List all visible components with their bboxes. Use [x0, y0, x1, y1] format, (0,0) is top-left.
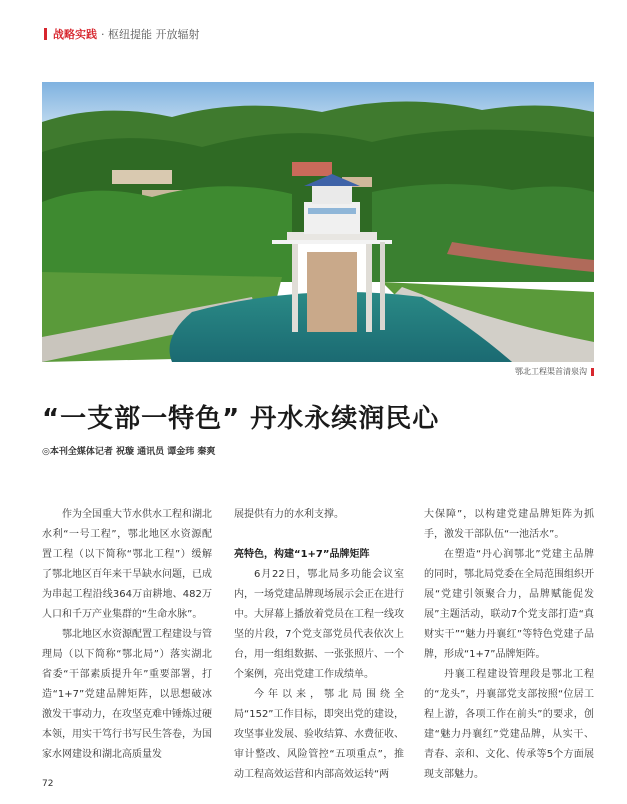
- section-marker: [44, 28, 47, 40]
- photo-caption: [515, 366, 594, 377]
- paragraph: 在塑造“丹心润鄂北”党建主品牌的同时，鄂北局党委在全局范围组织开展“党建引领聚合力，品牌赋能促发展”主题活动，联动7个党支部打造“真财实干”“魅力丹襄红”等特色党建子品牌，形成“1+7”品牌矩阵。: [424, 549, 594, 660]
- article-byline: ◎本刊全媒体记者 祝璇 通讯员 谭金玮 秦爽: [42, 447, 216, 457]
- article-column-1: [42, 505, 212, 765]
- article-title: “一支部一特色” 丹水永续润民心: [42, 404, 440, 434]
- paragraph: 作为全国重大节水供水工程和湖北水利“一号工程”，鄂北地区水资源配置工程（以下简称“鄂北工程”）缓解了鄂北地区百年来干旱缺水问题，已成为串起工程沿线364万亩耕地、482万人口和千万产业集群的“生命水脉”。: [42, 509, 212, 620]
- section-title: 战略实践: [53, 28, 97, 41]
- section-subtitle: · 枢纽提能 开放辐射: [101, 28, 200, 41]
- photo-caption-text: 鄂北工程渠首清泉沟: [515, 367, 587, 376]
- section-heading: 亮特色，构建“1+7”品牌矩阵: [234, 549, 370, 560]
- paragraph-continuation: 大保障”，以构建党建品牌矩阵为抓手，激发干部队伍“一池活水”。: [424, 509, 594, 540]
- paragraph: 鄂北地区水资源配置工程建设与管理局（以下简称“鄂北局”）落实湖北省委“干部素质提升年”重要部署，打造“1+7”党建品牌矩阵，以思想破冰激发干事动力，在攻坚克难中锤炼过硬本领，用实干笃行书写民生答卷，为国家水网建设和湖北高质量发: [42, 629, 212, 760]
- paragraph: 今年以来，鄂北局围绕全局“152”工作目标，即突出党的建设，攻坚事业发展、验收结算、水费征收、审计整改、风险管控“五项重点”，推动工程高效运营和内部高效运转“两: [234, 689, 404, 780]
- caption-marker: [591, 368, 594, 376]
- paragraph: 6月22日，鄂北局多功能会议室内，一场党建品牌现场展示会正在进行中。大屏幕上播放着党员在工程一线攻坚的片段，7个党支部党员代表依次上台，用一组组数据、一张张照片、一个个案例，亮出党建工作成绩单。: [234, 569, 404, 680]
- paragraph-continuation: 展提供有力的水利支撑。: [234, 509, 344, 520]
- article-column-2: [234, 505, 404, 785]
- article-column-3: [424, 505, 594, 785]
- reservoir-tower-illustration: [42, 82, 594, 362]
- section-header: [44, 26, 200, 42]
- page-number: 72: [42, 779, 54, 789]
- hero-photo: [42, 82, 594, 362]
- paragraph: 丹襄工程建设管理段是鄂北工程的“龙头”，丹襄部党支部按照“位居工程上游，各项工作在前头”的要求，创建“魅力丹襄红”党建品牌，从实干、青春、亲和、文化、传承等5个方面展现支部魅力。: [424, 669, 594, 780]
